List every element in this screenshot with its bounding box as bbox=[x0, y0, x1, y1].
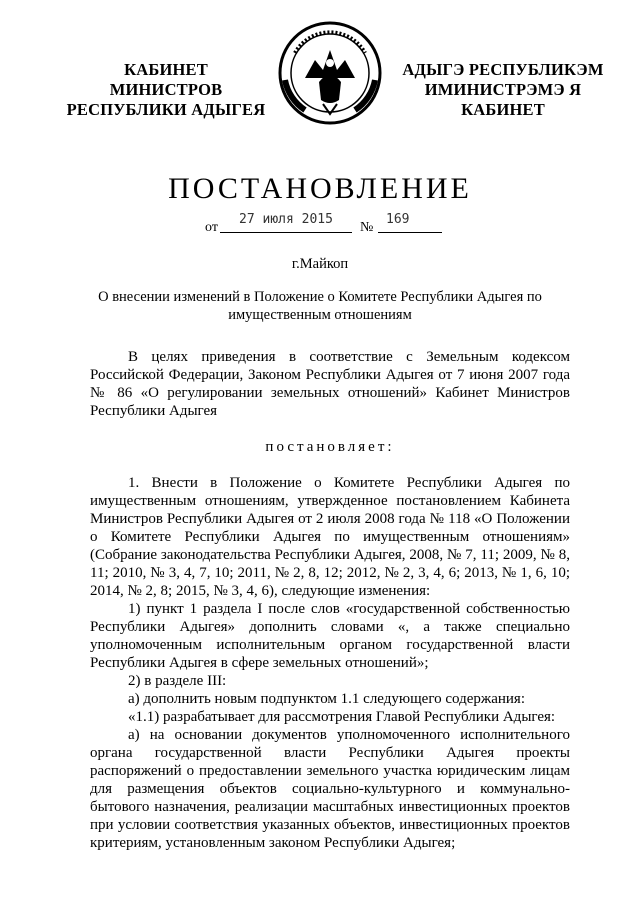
header-right-line2: ИМИНИСТРЭМЭ Я КАБИНЕТ bbox=[424, 80, 582, 119]
city: г.Майкоп bbox=[291, 256, 349, 272]
paragraph-1: 1. Внести в Положение о Комитете Республики Адыгея по имущественным отношениям, утвержденное постановлением Кабинета Министров Республики Адыгея от 2 июля 2008 года № 118 «О Положении о Комитете Республики Адыгея по имущественным отношениям» (Собрание законодательства Республики Адыгея, 2008, № 7, 11; 2009, № 8, 11; 2010, № 3, 4, 7, 10; 2011, № 2, 8, 12; 2012, № 2, 3, 4, 6; 2013, № 1, 6, 10; 2014, № 2, 8; 2015, № 3, 4, 6), следующие изменения: bbox=[90, 475, 570, 599]
preamble-paragraph: В целях приведения в соответствие с Земельным кодексом Российской Федерации, Законом Республики Адыгея от 7 июня 2007 года № 86 «О регулировании земельных отношений» Кабинет Министров Республики Адыгея bbox=[90, 349, 570, 419]
paragraph-5: «1.1) разрабатывает для рассмотрения Главой Республики Адыгея: bbox=[128, 709, 556, 725]
document-subject bbox=[80, 288, 560, 324]
header-left bbox=[66, 60, 266, 120]
paragraph-4: а) дополнить новым подпунктом 1.1 следующего содержания: bbox=[128, 691, 526, 707]
document-title: ПОСТАНОВЛЕНИЕ bbox=[168, 172, 472, 205]
paragraph-2: 1) пункт 1 раздела I после слов «государственной собственностью Республики Адыгея» дополнить словами «, а также специально уполномоченным исполнительным органом государственной власти Республики Адыгея в сфере земельных отношений»; bbox=[90, 601, 570, 671]
coat-of-arms-emblem bbox=[275, 18, 385, 128]
from-label: от bbox=[205, 220, 218, 235]
header-left-line2: РЕСПУБЛИКИ АДЫГЕЯ bbox=[66, 100, 266, 119]
header-left-line1: КАБИНЕТ МИНИСТРОВ bbox=[109, 60, 223, 99]
decree-word: постановляет: bbox=[265, 439, 395, 455]
subject-line2: имущественным отношениям bbox=[228, 307, 412, 323]
paragraph-3: 2) в разделе III: bbox=[128, 673, 227, 689]
document-date: 27 июля 2015 bbox=[220, 212, 352, 233]
header-right bbox=[392, 60, 614, 120]
document-number: 169 bbox=[378, 212, 442, 233]
number-label: № bbox=[360, 220, 374, 235]
document-body bbox=[90, 348, 570, 852]
date-number-line bbox=[0, 212, 640, 236]
paragraph-6: а) на основании документов уполномоченного исполнительного органа государственной власти Республики Адыгея проекты распоряжений о предоставлении земельного участка юридическим лицам для размещения объектов социально-культурного и коммунально-бытового назначения, реализации масштабных инвестиционных проектов при условии соответствия указанных объектов, инвестиционных проектов критериям, установленным законом Республики Адыгея; bbox=[90, 727, 570, 851]
header-right-line1: АДЫГЭ РЕСПУБЛИКЭМ bbox=[402, 60, 604, 79]
subject-line1: О внесении изменений в Положение о Комитете Республики Адыгея по bbox=[98, 289, 542, 305]
